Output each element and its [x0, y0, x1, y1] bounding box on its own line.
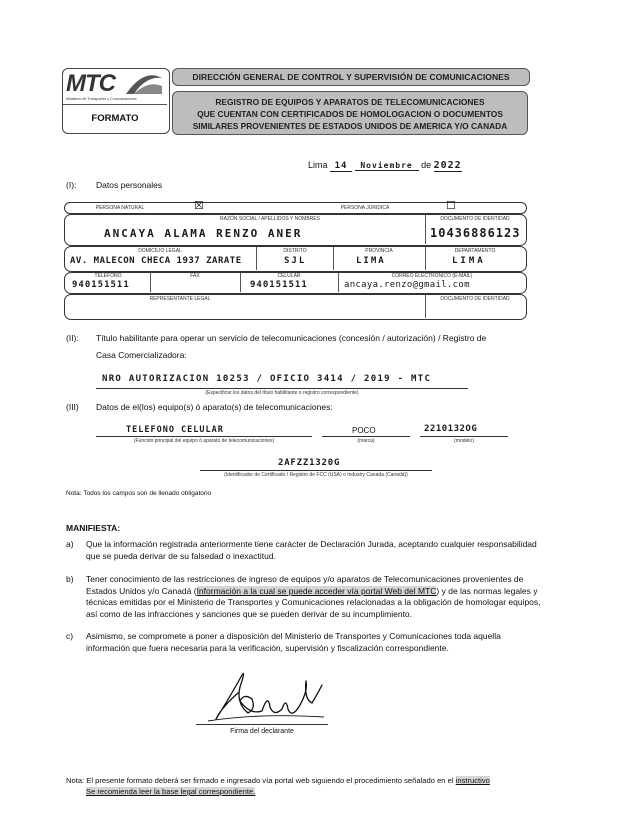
footer-note: [66, 775, 546, 797]
contact-divider-3: [338, 273, 339, 292]
registry-title: [172, 91, 528, 135]
date-de: de: [421, 160, 432, 170]
manifiesta-c-letter: c): [66, 631, 74, 641]
manifiesta-b-letter: b): [66, 574, 74, 584]
mtc-logo-subtitle: Ministerio de Transportes y Comunicaciones: [66, 97, 137, 101]
mtc-portal-link[interactable]: Información a la cual se puede acceder vía portal Web del MTC: [196, 585, 437, 596]
manifiesta-b-text: [86, 574, 542, 620]
registry-title-line-2: QUE CUENTAN CON CERTIFICADOS DE HOMOLOGACION O DOCUMENTOS: [197, 109, 503, 119]
date-day[interactable]: 14: [330, 161, 352, 172]
date-line: [308, 160, 462, 172]
marca-caption: (marca): [357, 438, 375, 444]
section2-num: (II):: [66, 333, 79, 343]
titulo-habilitante-value[interactable]: NRO AUTORIZACION 10253 / OFICIO 3414 / 2019 - MTC: [102, 374, 432, 384]
departamento-value[interactable]: LIMA: [452, 256, 486, 266]
correo-label: CORREO ELECTRÓNICO (E-MAIL): [391, 273, 473, 279]
section3-num: (III): [66, 402, 79, 412]
modelo-caption: (modelo): [454, 438, 474, 444]
manifiesta-title: MANIFIESTA:: [66, 523, 121, 533]
contact-divider-2: [240, 273, 241, 292]
domicilio-label: DOMICILIO LEGAL: [138, 248, 182, 254]
manifiesta-b-text-2: ) y de las normas legales y técnicas emitidas por el Ministerio de Transportes y Comunicaciones relacionadas a la obligación de homologar equipos, así como de las infracciones y sanciones que se pueden derivar de su incumplimiento.: [86, 585, 541, 619]
provincia-label: PROVINCIA: [365, 248, 393, 254]
footer-nota-prefix: Nota:: [66, 776, 85, 785]
telefono-label: TELEFONO: [94, 273, 122, 279]
telefono-value[interactable]: 940151511: [72, 280, 130, 290]
registry-title-line-3: SIMILARES PROVENIENTES DE ESTADOS UNIDOS DE AMERICA Y/O CANADA: [192, 121, 508, 131]
date-city: Lima: [308, 160, 328, 170]
instructivo-link[interactable]: instructivo: [455, 776, 490, 785]
equipo-caption: (Función principal del equipo ó aparato de telecomunicaciones): [133, 438, 275, 444]
titulo-habilitante-line: [96, 388, 468, 389]
formato-label: FORMATO: [91, 113, 139, 124]
distrito-value[interactable]: SJL: [284, 256, 307, 266]
equipo-line: [96, 436, 312, 437]
mtc-logo: [66, 72, 164, 98]
marca-line: [322, 436, 410, 437]
signature-image: [200, 663, 330, 727]
mtc-logo-swoosh-icon: [124, 74, 164, 96]
section1-title: Datos personales: [96, 180, 163, 190]
domicilio-divider-1: [256, 247, 257, 270]
marca-value[interactable]: POCO: [352, 426, 376, 435]
domicilio-divider-2: [333, 247, 334, 270]
manifiesta-b-text-1: Tener conocimiento de las restricciones de ingreso de equipos y/o aparatos de Telecomunicaciones provenientes de Estados Unidos y/o Canadá (: [86, 574, 524, 596]
manifiesta-a-letter: a): [66, 539, 74, 549]
date-month[interactable]: Noviembre: [355, 161, 419, 171]
titulo-habilitante-caption: (Especificar los datos del título habilitante o registro correspondiente): [205, 390, 359, 396]
certificado-caption: (Identificador de Certificado / Registro de FCC (USA) o Industry Canada (Canadá)): [224, 472, 408, 478]
correo-value[interactable]: ancaya.renzo@gmail.com: [344, 280, 470, 290]
section1-num: (I):: [66, 180, 77, 190]
required-note: Nota: Todos los campos son de llenado obligatorio: [66, 490, 212, 497]
certificado-line: [200, 470, 432, 471]
signature-label: Firma del declarante: [230, 728, 294, 735]
modelo-line: [420, 436, 508, 437]
section3-title: Datos de el(los) equipo(s) ó aparato(s) de telecomunicaciones:: [96, 402, 333, 412]
signature-line: [196, 724, 328, 725]
certificado-value[interactable]: 2AFZZ1320G: [278, 458, 341, 468]
section2-text-1: Título habilitante para operar un servicio de telecomunicaciones (concesión / autorización) / Registro de: [96, 333, 487, 343]
manifiesta-a-text: Que la información registrada anteriormente tiene carácter de Declaración Jurada, aceptando cualquier responsabilidad que se pueda derivar de su falsedad o inexactitud.: [86, 539, 537, 561]
mtc-logo-text: MTC: [66, 70, 115, 97]
persona-natural-label: PERSONA NATURAL: [95, 205, 145, 211]
contact-divider-1: [150, 273, 151, 292]
date-year[interactable]: 2022: [433, 160, 462, 171]
provincia-value[interactable]: LIMA: [356, 256, 386, 266]
celular-value[interactable]: 940151511: [250, 280, 308, 290]
departamento-label: DEPARTAMENTO: [454, 248, 496, 254]
distrito-label: DISTRITO: [283, 248, 307, 254]
direction-title: DIRECCIÓN GENERAL DE CONTROL Y SUPERVISIÓN DE COMUNICACIONES: [172, 68, 530, 86]
footer-text: El presente formato deberá ser firmado e ingresado vía portal web siguiendo el procedimiento señalado en el: [86, 776, 454, 785]
domicilio-value[interactable]: AV. MALECON CHECA 1937 ZARATE: [70, 256, 242, 266]
razon-social-label: RAZÓN SOCIAL / APELLIDOS Y NOMBRES: [220, 216, 320, 222]
celular-label: CELULAR: [277, 273, 301, 279]
base-legal-link[interactable]: Se recomienda leer la base legal correspondiente.: [86, 787, 256, 796]
razon-social-value[interactable]: ANCAYA ALAMA RENZO ANER: [104, 227, 303, 240]
persona-juridica-checkbox[interactable]: ☐: [446, 200, 456, 212]
logo-divider: [63, 104, 167, 105]
equipo-value[interactable]: TELEFONO CELULAR: [126, 425, 224, 435]
registry-title-line-1: REGISTRO DE EQUIPOS Y APARATOS DE TELECOMUNICACIONES: [215, 97, 485, 107]
doc-id-label: DOCUMENTO DE IDENTIDAD: [440, 216, 510, 222]
modelo-value[interactable]: 2210132OG: [424, 424, 478, 434]
section2-text-2: Casa Comercializadora:: [96, 350, 187, 360]
representante-label: REPRESENTANTE LEGAL: [149, 296, 211, 302]
doc-id-value[interactable]: 10436886123: [430, 226, 521, 240]
persona-juridica-label: PERSONA JURIDICA: [340, 205, 390, 211]
fax-label: FAX: [190, 273, 200, 279]
persona-natural-checkbox[interactable]: ☒: [194, 200, 204, 212]
manifiesta-c-text: Asimismo, se compromete a poner a disposición del Ministerio de Transportes y Comunicaciones toda aquella información que fuera necesaria para la verificación, supervisión y fiscalización correspondiente.: [86, 631, 501, 653]
doc-id-rep-label: DOCUMENTO DE IDENTIDAD: [440, 296, 510, 302]
